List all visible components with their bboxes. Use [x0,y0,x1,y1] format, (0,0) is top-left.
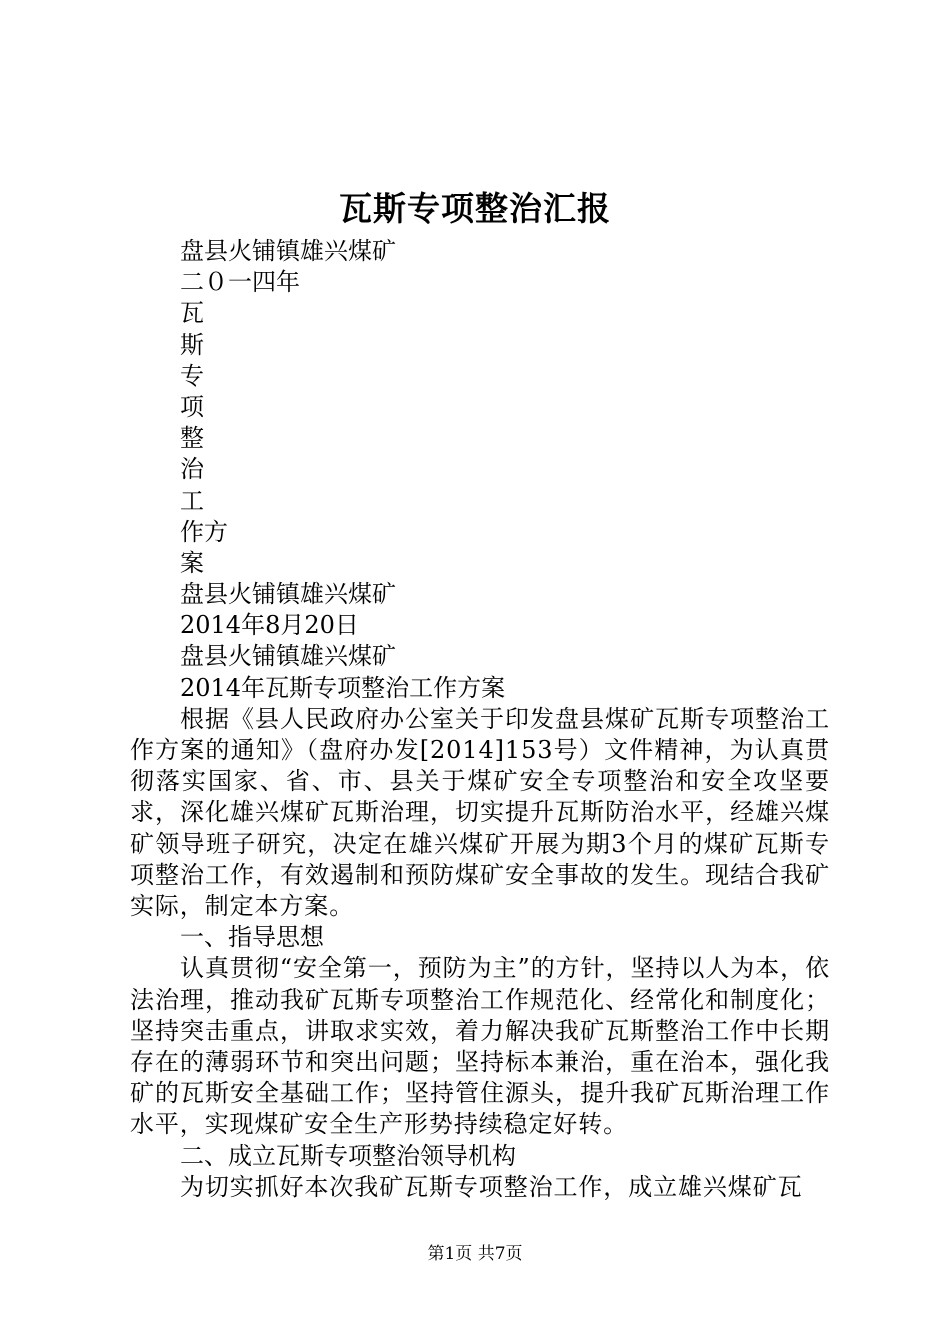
cover-line: 2014年瓦斯专项整治工作方案 [180,673,506,702]
cover-line: 盘县火铺镇雄兴煤矿 [180,580,396,609]
cover-line: 盘县火铺镇雄兴煤矿 [180,237,396,265]
cover-line: 作方 [180,517,228,546]
intro-paragraph: 根据《县人民政府办公室关于印发盘县煤矿瓦斯专项整治工作方案的通知》（盘府办发[2014]153号）文件精神，为认真贯彻落实国家、省、市、县关于煤矿安全专项整治和安全攻坚要求，深化雄兴煤矿瓦斯治理，切实提升瓦斯防治水平，经雄兴煤矿领导班子研究，决定在雄兴煤矿开展为期3个月的煤矿瓦斯专项整治工作，有效遏制和预防煤矿安全事故的发生。现结合我矿实际，制定本方案。 [130,704,830,921]
page-footer: 第1页 共7页 [427,1244,523,1264]
cover-line: 2014年8月20日 [180,611,359,640]
cover-line: 项 [180,392,204,421]
cover-line: 瓦 [180,299,204,328]
section-heading-leadership: 二、成立瓦斯专项整治领导机构 [180,1141,516,1170]
cover-line: 斯 [180,330,204,359]
cover-line: 整 [180,424,204,453]
cover-line: 盘县火铺镇雄兴煤矿 [180,642,396,671]
cover-line: 治 [180,455,204,484]
section-paragraph-guiding-thought: 认真贯彻“安全第一，预防为主”的方针，坚持以人为本，依法治理，推动我矿瓦斯专项整治工作规范化、经常化和制度化；坚持突击重点，讲取求实效，着力解决我矿瓦斯整治工作中长期存在的薄弱环节和突出问题；坚持标本兼治，重在治本，强化我矿的瓦斯安全基础工作；坚持管住源头，提升我矿瓦斯治理工作水平，实现煤矿安全生产形势持续稳定好转。 [130,954,830,1139]
document-body [130,236,830,1203]
cover-line: 二０一四年 [180,268,300,297]
cover-line: 工 [180,486,204,515]
section-heading-guiding-thought: 一、指导思想 [180,923,324,952]
document-title: 瓦斯专项整治汇报 [339,189,611,228]
cover-line: 案 [180,548,204,577]
section-paragraph-leadership: 为切实抓好本次我矿瓦斯专项整治工作，成立雄兴煤矿瓦 [180,1172,803,1201]
cover-line: 专 [180,361,204,390]
